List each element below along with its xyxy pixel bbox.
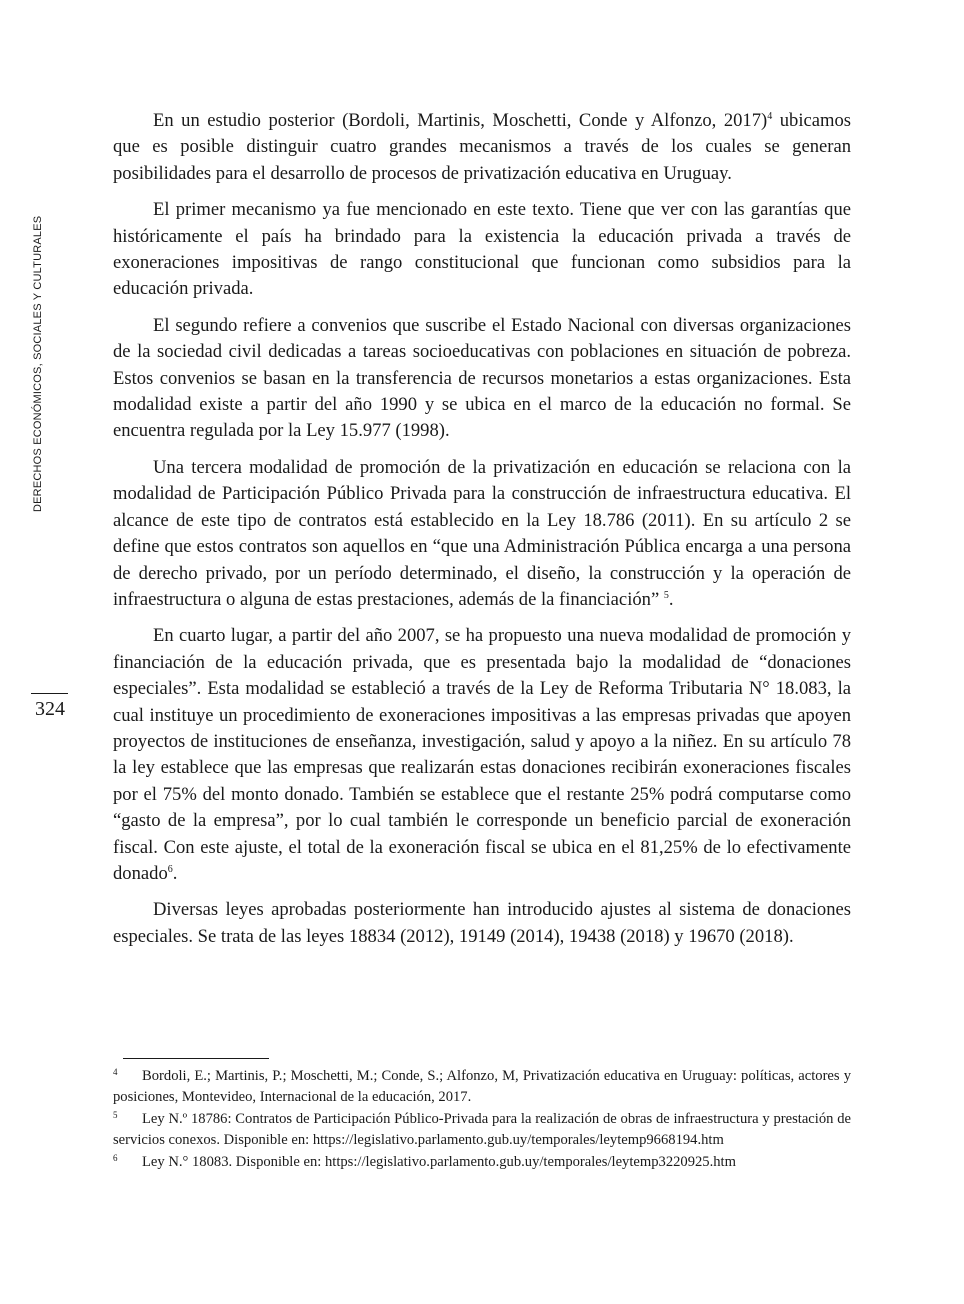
paragraph [113, 455, 851, 613]
footnote-number: 4 [113, 1067, 118, 1077]
paragraph-text-continued: . [668, 588, 674, 610]
paragraph-text-continued: ubicamos que es posible distinguir cuatro grandes mecanismos a través de los cuales se generan posibilidades para el desarrollo de procesos de privatización educativa en Uruguay. [113, 110, 851, 184]
paragraph [113, 197, 851, 303]
paragraph-text: Una tercera modalidad de promoción de la privatización en educación se relaciona con la modalidad de Participación Público Privada para la construcción de infraestructura educativa. El alcance de este tipo de contratos está establecido en la Ley 18.786 (2011). En su artículo 2 se define que estos contratos son aquellos en “que una Administración Pública encarga a una persona de derecho privado, por un período determinado, el diseño, la construcción y la operación de infraestructura o alguna de estas prestaciones, además de la financiación” [113, 456, 851, 610]
footnote-text: Bordoli, E.; Martinis, P.; Moschetti, M.; Conde, S.; Alfonzo, M, Privatización educativa en Uruguay: políticas, actores y posiciones, Montevideo, Internacional de la educación, 2017. [113, 1068, 851, 1106]
paragraph-text-continued: . [172, 862, 178, 884]
paragraph-text: En cuarto lugar, a partir del año 2007, se ha propuesto una nueva modalidad de promoción y financiación de la educación privada, que es presentada bajo la modalidad de “donaciones especiales”. Esta modalidad se estableció a través de la Ley de Reforma Tributaria N° 18.083, la cual instituye un procedimiento de exoneraciones impositivas a las empresas privadas que apoyen proyectos de instituciones de enseñanza, investigación, salud y apoyo a la niñez. En su artículo 78 la ley establece que las empresas que realizarán estas donaciones recibirán exoneraciones fiscales por el 75% del monto donado. También se establece que el restante 25% podrá computarse como “gasto de la empresa”, por lo cual también le corresponde un beneficio parcial de exoneración fiscal. Con este ajuste, el total de la exoneración fiscal se ubica en el 81,25% de lo efectivamente donado [113, 625, 851, 884]
footnote [113, 1109, 851, 1152]
paragraph [113, 108, 851, 187]
paragraph-text: El primer mecanismo ya fue mencionado en este texto. Tiene que ver con las garantías que históricamente el país ha brindado para la existencia la educación privada a través de exoneraciones impositivas de rango constitucional que funcionan como subsidios para la educación privada. [113, 199, 851, 300]
footnotes [113, 1066, 851, 1173]
page-number-rule [31, 693, 68, 694]
footnote-number: 6 [113, 1152, 118, 1163]
footnote-rule [123, 1058, 269, 1059]
paragraph [113, 897, 851, 950]
footnote-text: Ley N.° 18083. Disponible en: https://legislativo.parlamento.gub.uy/temporales/leytemp3220925.htm [142, 1153, 736, 1170]
running-head: DERECHOS ECONÓMICOS, SOCIALES Y CULTURALES [32, 215, 44, 512]
paragraph-text: El segundo refiere a convenios que suscribe el Estado Nacional con diversas organizaciones de la sociedad civil dedicadas a tareas socioeducativas con poblaciones en situación de pobreza. Estos convenios se basan en la transferencia de recursos monetarios a estas organizaciones. Esta modalidad existe a partir del año 1990 y se ubica en el marco de la educación no formal. Se encuentra regulada por la Ley 15.977 (1998). [113, 314, 851, 442]
footnote-ref: 4 [767, 110, 773, 122]
paragraph [113, 313, 851, 445]
footnote-ref: 5 [663, 589, 669, 601]
paragraph [113, 623, 851, 887]
footnote-text: Ley N.º 18786: Contratos de Participación Público-Privada para la realización de obras de infraestructura y prestación de servicios conexos. Disponible en: https://legislativo.parlamento.gub.uy/temporales/leytemp9668194.htm [113, 1110, 851, 1149]
footnote [113, 1152, 851, 1173]
footnote-number: 5 [113, 1109, 118, 1120]
footnote-ref: 6 [167, 863, 173, 875]
footnote [113, 1066, 851, 1109]
page-number: 324 [35, 698, 65, 720]
paragraph-text: En un estudio posterior (Bordoli, Martinis, Moschetti, Conde y Alfonzo, 2017) [153, 110, 768, 131]
body-text [113, 108, 851, 960]
paragraph-text: Diversas leyes aprobadas posteriormente han introducido ajustes al sistema de donaciones especiales. Se trata de las leyes 18834 (2012), 19149 (2014), 19438 (2018) y 19670 (2018). [113, 899, 851, 947]
